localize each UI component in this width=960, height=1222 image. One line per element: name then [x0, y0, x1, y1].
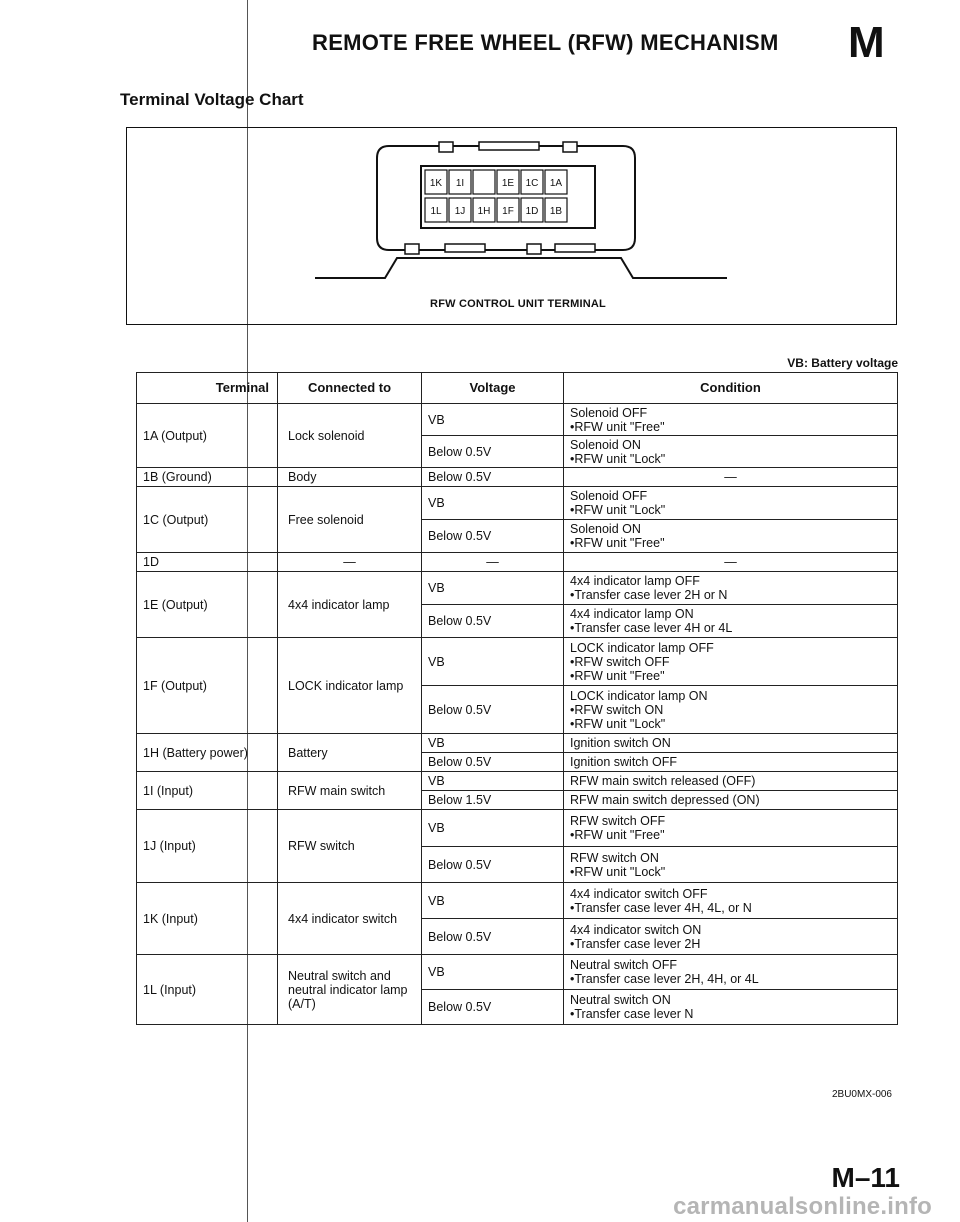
connected-to-cell: LOCK indicator lamp — [278, 638, 422, 734]
condition-cell: 4x4 indicator lamp OFF •Transfer case lever 2H or N — [564, 572, 898, 605]
connected-to-cell: Neutral switch and neutral indicator lamp (A/T) — [278, 955, 422, 1025]
pin-label: 1L — [430, 206, 442, 217]
connected-to-cell: 4x4 indicator lamp — [278, 572, 422, 638]
connected-to-cell: RFW main switch — [278, 772, 422, 810]
table-row — [137, 955, 898, 990]
voltage-cell: Below 0.5V — [422, 753, 564, 772]
site-watermark: carmanualsonline.info — [673, 1193, 932, 1220]
pin-grid — [425, 170, 567, 222]
connected-to-cell: Body — [278, 468, 422, 487]
connected-to-cell: RFW switch — [278, 810, 422, 883]
voltage-cell: VB — [422, 810, 564, 847]
table-row — [137, 810, 898, 847]
condition-cell: — — [564, 468, 898, 487]
condition-cell: RFW switch ON •RFW unit "Lock" — [564, 847, 898, 883]
pin-label: 1F — [502, 206, 514, 217]
pin-label: 1E — [501, 178, 515, 189]
condition-cell: Solenoid OFF •RFW unit "Lock" — [564, 487, 898, 520]
bottom-tab — [405, 244, 419, 254]
pin-label: 1A — [549, 178, 563, 189]
voltage-cell: VB — [422, 772, 564, 791]
voltage-cell: VB — [422, 572, 564, 605]
condition-cell: Ignition switch ON — [564, 734, 898, 753]
pin-label: 1C — [525, 178, 539, 189]
condition-cell: Ignition switch OFF — [564, 753, 898, 772]
header-terminal: Terminal — [137, 373, 278, 404]
connected-to-cell: Battery — [278, 734, 422, 772]
table-row — [137, 572, 898, 605]
pin-label: 1D — [525, 206, 539, 217]
header-voltage: Voltage — [422, 373, 564, 404]
condition-cell: Solenoid ON •RFW unit "Free" — [564, 520, 898, 553]
document-code: 2BU0MX-006 — [831, 1089, 892, 1100]
condition-cell: 4x4 indicator switch ON •Transfer case lever 2H — [564, 919, 898, 955]
pin-label: 1H — [477, 206, 491, 217]
terminal-cell: 1D — [137, 553, 278, 572]
connected-to-cell: — — [278, 553, 422, 572]
voltage-cell: Below 0.5V — [422, 605, 564, 638]
voltage-cell: VB — [422, 883, 564, 919]
voltage-cell: Below 1.5V — [422, 791, 564, 810]
latch-tab — [479, 142, 539, 150]
condition-cell: LOCK indicator lamp OFF •RFW switch OFF •RFW unit "Free" — [564, 638, 898, 686]
condition-cell: Solenoid OFF •RFW unit "Free" — [564, 404, 898, 436]
condition-cell: Solenoid ON •RFW unit "Lock" — [564, 436, 898, 468]
condition-cell: LOCK indicator lamp ON •RFW switch ON •RFW unit "Lock" — [564, 686, 898, 734]
voltage-cell: VB — [422, 955, 564, 990]
terminal-cell: 1C (Output) — [137, 487, 278, 553]
pin-label: 1K — [429, 178, 443, 189]
terminal-cell: 1L (Input) — [137, 955, 278, 1025]
table-row — [137, 468, 898, 487]
terminal-cell: 1I (Input) — [137, 772, 278, 810]
table-row — [137, 638, 898, 686]
table-row — [137, 772, 898, 791]
condition-cell: RFW main switch released (OFF) — [564, 772, 898, 791]
diagram-caption: RFW CONTROL UNIT TERMINAL — [430, 298, 606, 310]
header-connected-to: Connected to — [278, 373, 422, 404]
terminal-voltage-table — [136, 372, 898, 1025]
voltage-cell: Below 0.5V — [422, 686, 564, 734]
voltage-cell: Below 0.5V — [422, 436, 564, 468]
connected-to-cell: 4x4 indicator switch — [278, 883, 422, 955]
terminal-cell: 1E (Output) — [137, 572, 278, 638]
connected-to-cell: Free solenoid — [278, 487, 422, 553]
voltage-cell: Below 0.5V — [422, 520, 564, 553]
pin-label: 1J — [454, 206, 466, 217]
table-row — [137, 553, 898, 572]
condition-cell: 4x4 indicator switch OFF •Transfer case lever 4H, 4L, or N — [564, 883, 898, 919]
bottom-tab — [527, 244, 541, 254]
voltage-cell: Below 0.5V — [422, 847, 564, 883]
condition-cell: — — [564, 553, 898, 572]
vb-legend: VB: Battery voltage — [787, 356, 898, 370]
page-header-title: REMOTE FREE WHEEL (RFW) MECHANISM — [312, 30, 779, 55]
condition-cell: Neutral switch OFF •Transfer case lever 2H, 4H, or 4L — [564, 955, 898, 990]
voltage-cell: VB — [422, 734, 564, 753]
pin-label: 1B — [549, 206, 563, 217]
table-header-row — [137, 373, 898, 404]
connected-to-cell: Lock solenoid — [278, 404, 422, 468]
section-letter: M — [848, 18, 885, 67]
voltage-cell: — — [422, 553, 564, 572]
connector-diagram — [126, 127, 897, 325]
table-row — [137, 404, 898, 436]
terminal-cell: 1A (Output) — [137, 404, 278, 468]
voltage-cell: VB — [422, 404, 564, 436]
condition-cell: Neutral switch ON •Transfer case lever N — [564, 990, 898, 1025]
terminal-cell: 1H (Battery power) — [137, 734, 278, 772]
voltage-cell: Below 0.5V — [422, 990, 564, 1025]
condition-cell: RFW switch OFF •RFW unit "Free" — [564, 810, 898, 847]
mounting-flange — [315, 258, 727, 278]
bottom-tab — [445, 244, 485, 252]
table-row — [137, 487, 898, 520]
connector-drawing — [127, 128, 898, 326]
header-condition: Condition — [564, 373, 898, 404]
condition-cell: 4x4 indicator lamp ON •Transfer case lever 4H or 4L — [564, 605, 898, 638]
pin-label: 1I — [455, 178, 465, 189]
condition-cell: RFW main switch depressed (ON) — [564, 791, 898, 810]
table-row — [137, 734, 898, 753]
voltage-cell: VB — [422, 487, 564, 520]
bottom-tab — [555, 244, 595, 252]
terminal-cell: 1B (Ground) — [137, 468, 278, 487]
terminal-cell: 1F (Output) — [137, 638, 278, 734]
table-row — [137, 883, 898, 919]
voltage-cell: Below 0.5V — [422, 919, 564, 955]
voltage-cell: Below 0.5V — [422, 468, 564, 487]
table-body — [137, 404, 898, 1025]
page-number: M–11 — [831, 1162, 900, 1193]
terminal-cell: 1K (Input) — [137, 883, 278, 955]
latch-tab — [563, 142, 577, 152]
terminal-cell: 1J (Input) — [137, 810, 278, 883]
latch-tab — [439, 142, 453, 152]
voltage-cell: VB — [422, 638, 564, 686]
chart-title: Terminal Voltage Chart — [120, 90, 304, 109]
